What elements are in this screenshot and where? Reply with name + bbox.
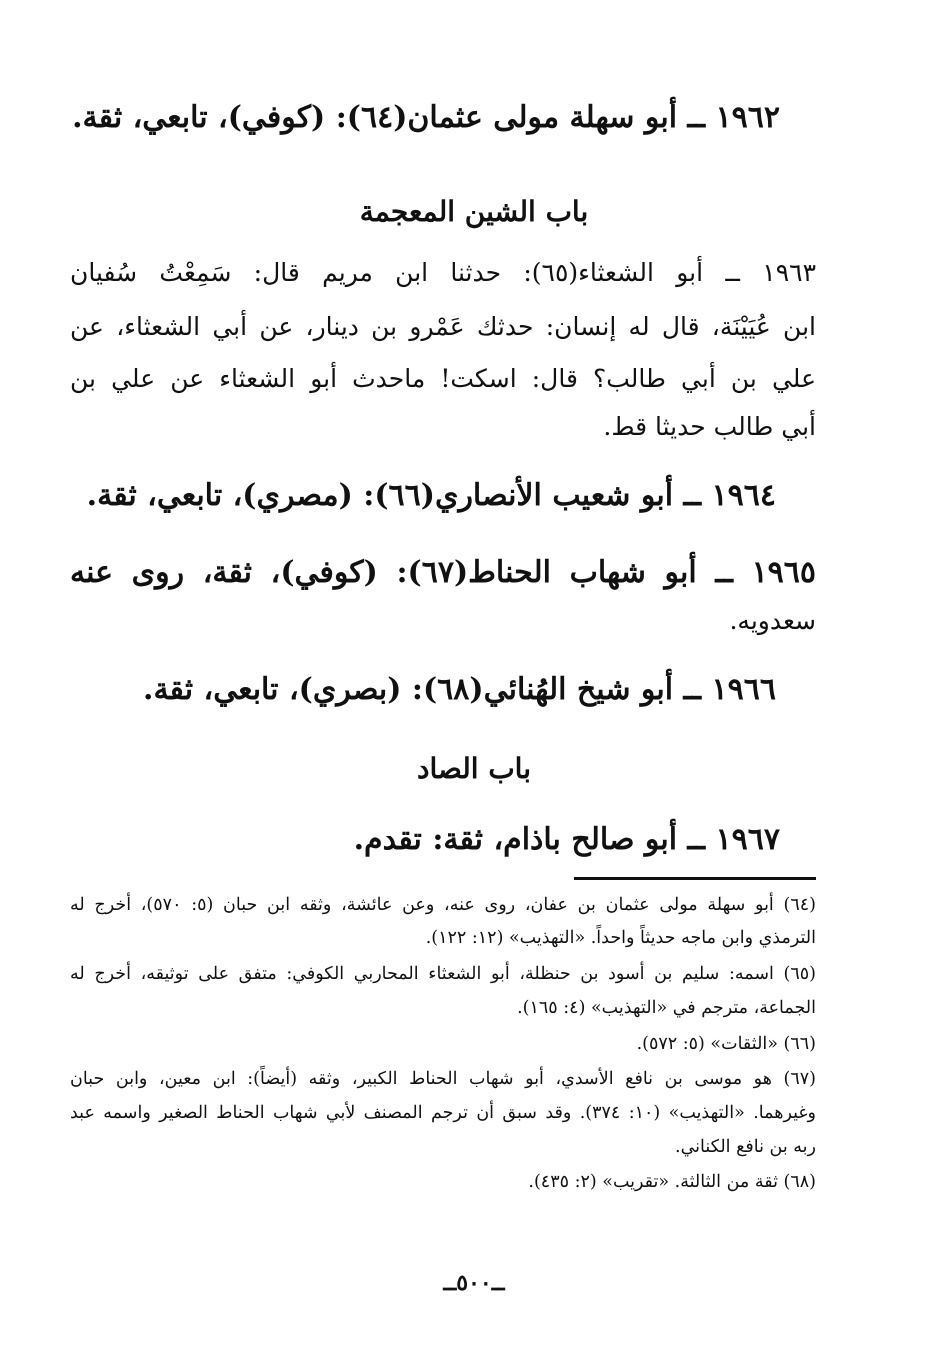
footnote-67-line-2: وغيرهما. «التهذيب» (١٠: ٣٧٤). وقد سبق أن ترجم المصنف لأبي شهاب الحناط الصغير واسمه عبد [70, 1103, 816, 1123]
entry-1962: ١٩٦٢ ــ أبو سهلة مولى عثمان(٦٤): (كوفي)، تابعي، ثقة. [72, 100, 780, 135]
entry-1963-line-2: ابن عُيَيْنَة، قال له إنسان: حدثك عَمْرو بن دينار، عن أبي الشعثاء، عن [70, 312, 816, 341]
page-number: ــ٥٠٠ــ [443, 1270, 505, 1296]
entry-1967: ١٩٦٧ ــ أبو صالح باذام، ثقة: تقدم. [353, 822, 780, 857]
footnote-67-line-3: ربه بن نافع الكناني. [675, 1137, 816, 1157]
footnote-68: (٦٨) ثقة من الثالثة. «تقريب» (٢: ٤٣٥). [528, 1172, 816, 1192]
section-heading-sad: باب الصاد [416, 752, 532, 785]
entry-1966: ١٩٦٦ ــ أبو شيخ الهُنائي(٦٨): (بصري)، تابعي، ثقة. [143, 672, 776, 707]
entry-1963-line-1: ١٩٦٣ ــ أبو الشعثاء(٦٥): حدثنا ابن مريم قال: سَمِعْتُ سُفيان [70, 258, 817, 287]
footnote-64-line-2: الترمذي وابن ماجه حديثاً واحداً. «التهذيب» (١٢: ١٢٢). [425, 928, 816, 948]
entry-1965-line-2: سعدويه. [729, 606, 816, 635]
footnote-64-line-1: (٦٤) أبو سهلة مولى عثمان بن عفان، روى عنه، وعن عائشة، وثقه ابن حبان (٥: ٥٧٠)، أخرج له [70, 895, 816, 915]
footnote-separator [574, 877, 816, 880]
footnote-67-line-1: (٦٧) هو موسى بن نافع الأسدي، أبو شهاب الحناط الكبير، وثقه (أيضاً): ابن معين، وابن حبان [70, 1069, 816, 1089]
section-heading-shin: باب الشين المعجمة [359, 195, 589, 228]
footnote-65-line-1: (٦٥) اسمه: سليم بن أسود بن حنظلة، أبو الشعثاء المحاربي الكوفي: متفق على توثيقه، أخرج له [70, 964, 816, 984]
entry-1963-line-3: علي بن أبي طالب؟ قال: اسكت! ماحدث أبو الشعثاء عن علي بن [70, 364, 816, 393]
footnote-65-line-2: الجماعة، مترجم في «التهذيب» (٤: ١٦٥). [517, 998, 816, 1018]
entry-1963-line-4: أبي طالب حديثا قط. [603, 412, 816, 441]
entry-1964: ١٩٦٤ ــ أبو شعيب الأنصاري(٦٦): (مصري)، تابعي، ثقة. [86, 478, 776, 513]
footnote-66: (٦٦) «الثقات» (٥: ٥٧٢). [636, 1034, 816, 1054]
entry-1965-line-1: ١٩٦٥ ــ أبو شهاب الحناط(٦٧): (كوفي)، ثقة، روى عنه [70, 555, 817, 590]
